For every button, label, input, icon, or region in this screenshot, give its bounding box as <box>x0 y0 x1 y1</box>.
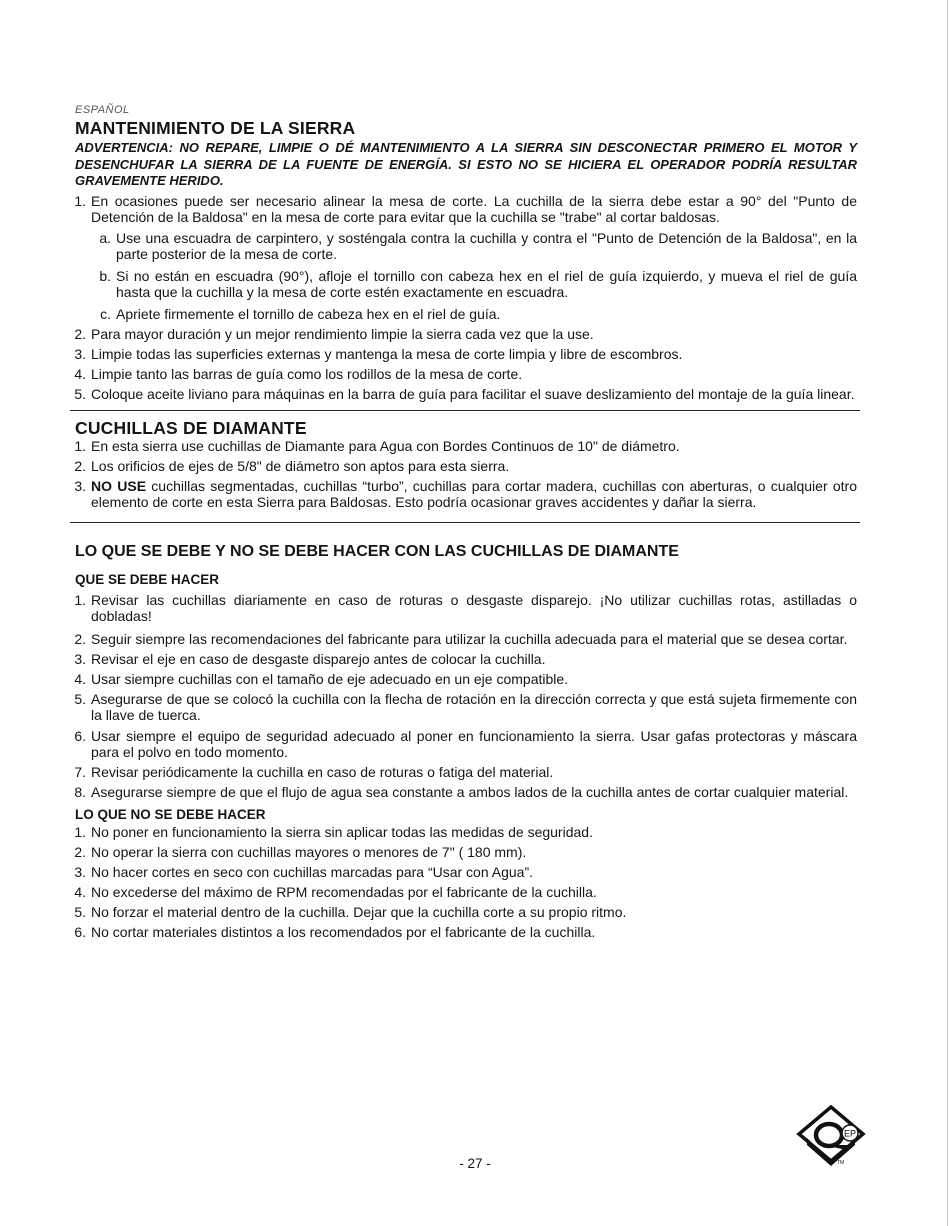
maintenance-warning: ADVERTENCIA: NO REPARE, LIMPIE O DÉ MANTENIMIENTO A LA SIERRA SIN DESCONECTAR PRIMERO EL MOTOR Y DESENCHUFAR LA SIERRA DE LA FUENTE DE ENERGÍA. SI ESTO NO SE HICIERA EL OPERADOR PODRÍA RESULTAR GRAVEMENTE HERIDO. <box>75 140 857 188</box>
list-item: 4. Limpie tanto las barras de guía como los rodillos de la mesa de corte. <box>74 365 523 382</box>
list-item: 2. Seguir siempre las recomendaciones del fabricante para utilizar la cuchilla adecuada para el material que se desea cortar. <box>74 630 848 647</box>
list-item: 1. No poner en funcionamiento la sierra sin aplicar todas las medidas de seguridad. <box>74 823 593 840</box>
dont-list <box>75 824 857 940</box>
qep-logo-icon <box>793 1104 869 1166</box>
page-number: - 27 - <box>459 1156 491 1171</box>
logo-tm-text: TM <box>837 1160 845 1166</box>
scan-edge <box>947 0 948 1226</box>
list-item: 1. Revisar las cuchillas diariamente en caso de roturas o desgaste disparejo. ¡No utilizar cuchillas rotas, astilladas o dobladas! <box>74 591 857 624</box>
list-item: a. Use una escuadra de carpintero, y sosténgala contra la cuchilla y contra el "Punto de Detención de la Baldosa", en la parte posterior de la mesa de corte. <box>99 229 857 262</box>
list-item: 2. No operar la sierra con cuchillas mayores o menores de 7" ( 180 mm). <box>74 843 527 860</box>
section-title-blades: CUCHILLAS DE DIAMANTE <box>75 417 307 438</box>
blades-list <box>75 438 857 510</box>
no-use-emphasis: NO USE <box>91 477 147 494</box>
list-item: 3. Revisar el eje en caso de desgaste disparejo antes de colocar la cuchilla. <box>74 650 546 667</box>
list-item: 5. No forzar el material dentro de la cuchilla. Dejar que la cuchilla corte a su propio ritmo. <box>74 903 627 920</box>
logo-ep-text: EP <box>843 1128 857 1139</box>
do-list <box>75 592 857 800</box>
list-item: 2. Los orificios de ejes de 5/8" de diámetro son aptos para esta sierra. <box>74 457 510 474</box>
do-subtitle: QUE SE DEBE HACER <box>75 571 220 587</box>
dont-subtitle: LO QUE NO SE DEBE HACER <box>75 806 266 822</box>
list-item: c. Apriete firmemente el tornillo de cabeza hex en el riel de guía. <box>100 305 501 322</box>
list-item: 5. Coloque aceite liviano para máquinas en la barra de guía para facilitar el suave deslizamiento del montaje de la guía linear. <box>74 385 855 402</box>
maintenance-sublist <box>91 230 857 322</box>
list-item: 1. En ocasiones puede ser necesario alinear la mesa de corte. La cuchilla de la sierra debe estar a 90° del "Punto de Detención de la Baldosa" en la mesa de corte para evitar que la cuchilla se "trabe" al cortar baldosas. a. Use una escuadra de carpintero, y sosténgala contra la cuchilla y contra el "Punto de Detención de la Baldosa", en la parte posterior de la mesa de corte. b. Si no están en escuadra (90°), afloje el tornillo con cabeza hex en el riel de guía izquierdo, y mueva el riel de guía hasta que la cuchilla y la mesa de corte estén exactamente en escuadra. c. Apriete firmemente el tornillo de cabeza hex en el riel de guía. <box>74 192 857 322</box>
list-item: 5. Asegurarse de que se colocó la cuchilla con la flecha de rotación en la dirección correcta y que está sujeta firmemente con la llave de tuerca. <box>74 690 857 723</box>
list-item: b. Si no están en escuadra (90°), afloje el tornillo con cabeza hex en el riel de guía izquierdo, y mueva el riel de guía hasta que la cuchilla y la mesa de corte estén exactamente en escuadra. <box>99 267 857 300</box>
list-item: 4. No excederse del máximo de RPM recomendadas por el fabricante de la cuchilla. <box>74 883 597 900</box>
list-item: 7. Revisar periódicamente la cuchilla en caso de roturas o fatiga del material. <box>74 763 554 780</box>
section-title-dos-donts: LO QUE SE DEBE Y NO SE DEBE HACER CON LAS CUCHILLAS DE DIAMANTE <box>75 542 679 560</box>
maintenance-list <box>75 193 857 402</box>
list-item: 6. Usar siempre el equipo de seguridad adecuado al poner en funcionamiento la sierra. Usar gafas protectoras y máscara para el polvo en todo momento. <box>74 727 857 760</box>
section-divider <box>70 410 860 411</box>
section-title-maintenance: MANTENIMIENTO DE LA SIERRA <box>75 118 356 138</box>
list-item: 3. NO USE cuchillas segmentadas, cuchillas “turbo”, cuchillas para cortar madera, cuchillas con aberturas, o cualquier otro elemento de corte en esta Sierra para Baldosas. Esto podría ocasionar graves accidentes y dañar la sierra. <box>74 477 857 510</box>
list-item: 3. No hacer cortes en seco con cuchillas marcadas para “Usar con Agua”. <box>74 863 533 880</box>
list-item: 8. Asegurarse siempre de que el flujo de agua sea constante a ambos lados de la cuchilla antes de cortar cualquier material. <box>74 783 849 800</box>
list-item: 1. En esta sierra use cuchillas de Diamante para Agua con Bordes Continuos de 10" de diámetro. <box>74 437 680 454</box>
page-content <box>75 118 857 940</box>
list-item: 2. Para mayor duración y un mejor rendimiento limpie la sierra cada vez que la use. <box>74 325 594 342</box>
list-item: 6. No cortar materiales distintos a los recomendados por el fabricante de la cuchilla. <box>74 923 596 940</box>
list-item: 4. Usar siempre cuchillas con el tamaño de eje adecuado en un eje compatible. <box>74 670 569 687</box>
list-item: 3. Limpie todas las superficies externas y mantenga la mesa de corte limpia y libre de escombros. <box>74 345 683 362</box>
language-label: ESPAÑOL <box>75 104 130 116</box>
section-divider <box>70 522 860 523</box>
